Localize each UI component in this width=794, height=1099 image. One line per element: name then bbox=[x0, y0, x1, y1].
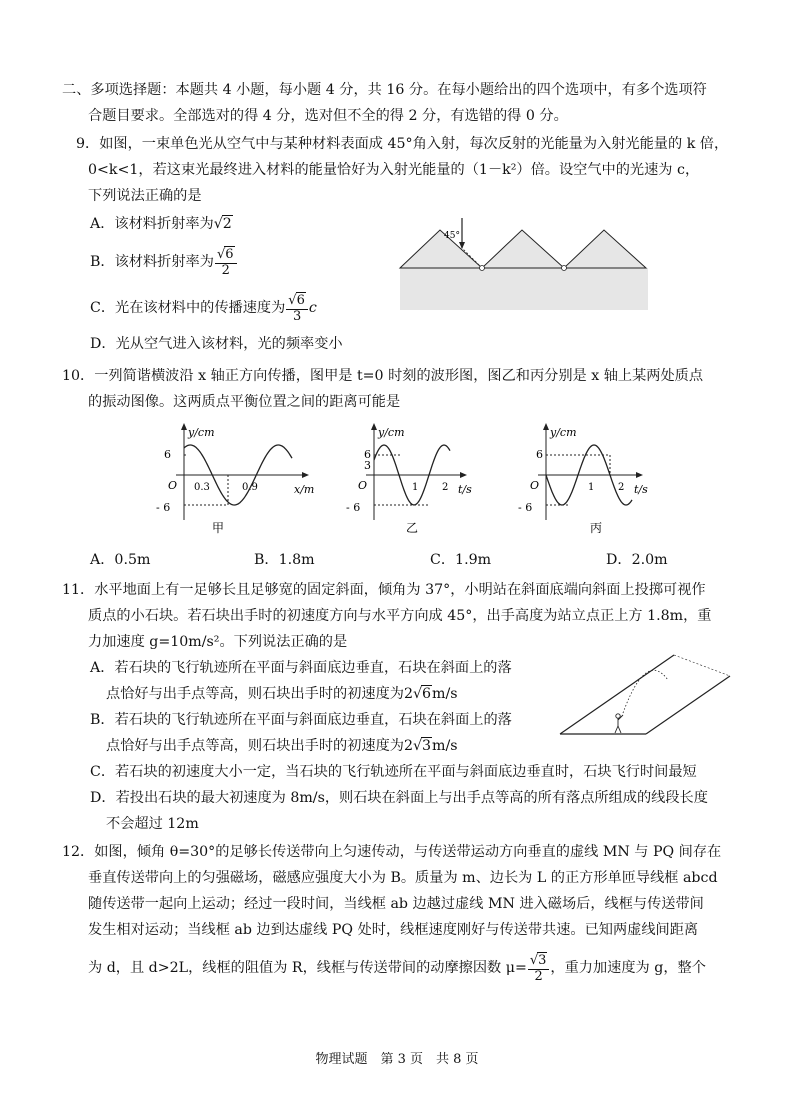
origin-label: O bbox=[530, 479, 540, 492]
material-surface bbox=[400, 230, 646, 268]
reflection-point bbox=[562, 266, 567, 271]
q11-incline-figure bbox=[556, 650, 736, 740]
q11-option-b-text: 点恰好与出手点等高，则石块出手时的初速度为2 bbox=[106, 738, 413, 754]
q10-option-d: D．2.0m bbox=[606, 552, 668, 568]
q9-option-b-text: B．该材料折射率为 bbox=[90, 254, 214, 270]
q12-stem-3: 随传送带一起向上运动；经过一段时间，当线框 ab 边越过虚线 MN 进入磁场后，线框与传送带间 bbox=[88, 896, 704, 912]
q12-stem-5: 为 d，且 d>2L，线框的阻值为 R，线框与传送带间的动摩擦因数 μ= $\frac{√3}{2}$ ，重力加速度为 g，整个 bbox=[88, 953, 706, 984]
q9-option-c-den: 3 bbox=[292, 309, 302, 324]
q9-option-c-text: C．光在该材料中的传播速度为 bbox=[90, 300, 286, 316]
q12-stem-5-text: 为 d，且 d>2L，线框的阻值为 R，线框与传送带间的动摩擦因数 μ= bbox=[88, 960, 527, 976]
q9-option-a: A．该材料折射率为√2 bbox=[90, 216, 232, 232]
reflection-point bbox=[480, 266, 485, 271]
q11-stem-1: 11．水平地面上有一足够长且足够宽的固定斜面，倾角为 37°，小明站在斜面底端向斜面上投掷可视作 bbox=[62, 582, 706, 598]
page-footer: 物理试题 第 3 页 共 8 页 bbox=[315, 1052, 479, 1067]
graph-caption: 甲 bbox=[212, 521, 225, 535]
x-tick-2: 2 bbox=[442, 482, 449, 493]
x-tick-1: 1 bbox=[412, 482, 419, 493]
q11-option-a-line2: 点恰好与出手点等高，则石块出手时的初速度为2√6m/s bbox=[106, 686, 458, 702]
q9-light-reflection-figure bbox=[398, 218, 650, 312]
q10-graph-yi bbox=[340, 420, 480, 540]
trajectory-curve bbox=[623, 670, 668, 713]
incline-edge bbox=[560, 655, 674, 734]
q9-option-a-text: A．该材料折射率为 bbox=[90, 216, 214, 232]
mu-den: 2 bbox=[534, 969, 543, 984]
q12-stem-4: 发生相对运动；当线框 ab 边到达虚线 PQ 处时，线框速度刚好与传送带共速。已知两虚线间距离 bbox=[88, 922, 699, 938]
q9-option-d: D．光从空气进入该材料，光的频率变小 bbox=[90, 336, 343, 352]
section-title-cont: 合题目要求。全部选对的得 4 分，选对但不全的得 2 分，有选错的得 0 分。 bbox=[88, 108, 568, 124]
q10-option-b: B．1.8m bbox=[254, 552, 315, 568]
q9-stem-2: 0<k<1，若这束光最终进入材料的能量恰好为入射光能量的（1－k²）倍。设空气中的光速为 c， bbox=[88, 162, 700, 178]
y-tick-bottom: - 6 bbox=[346, 501, 361, 514]
q9-option-b-num: 6 bbox=[225, 247, 234, 262]
x-axis-label: x/m bbox=[294, 483, 315, 496]
y-tick-top: 6 bbox=[164, 448, 171, 461]
q10-option-a: A．0.5m bbox=[90, 552, 151, 568]
q12-stem-2: 垂直传送带向上的匀强磁场，磁感应强度大小为 B。质量为 m、边长为 L 的正方形单匝导线框 abcd bbox=[88, 870, 718, 886]
q9-stem-3: 下列说法正确的是 bbox=[88, 188, 202, 204]
q9-option-c-num: 6 bbox=[296, 293, 305, 308]
y-tick-top: 6 bbox=[536, 448, 543, 461]
q11-option-b-radicand: 3 bbox=[422, 738, 432, 754]
q9-option-c-unit: c bbox=[308, 300, 317, 316]
q11-option-b-line2: 点恰好与出手点等高，则石块出手时的初速度为2√3m/s bbox=[106, 738, 458, 754]
q9-option-b-den: 2 bbox=[221, 263, 230, 278]
x-axis-label: t/s bbox=[458, 483, 472, 496]
q10-option-c: C．1.9m bbox=[430, 552, 492, 568]
q10-graph-jia bbox=[150, 420, 330, 540]
x-axis-label: t/s bbox=[634, 483, 648, 496]
incline-edge bbox=[646, 676, 730, 734]
q9-option-b: B．该材料折射率为 $\frac{√6}{2}$ bbox=[90, 242, 238, 282]
q11-option-a-text: 点恰好与出手点等高，则石块出手时的初速度为2 bbox=[106, 686, 413, 702]
origin-label: O bbox=[168, 479, 178, 492]
angle-label: 45° bbox=[444, 231, 460, 241]
q10-stem-1: 10．一列简谐横波沿 x 轴正方向传播，图甲是 t=0 时刻的波形图，图乙和丙分别是 x 轴上某两处质点 bbox=[62, 368, 704, 384]
mu-num: 3 bbox=[538, 953, 547, 968]
q11-option-d-line1: D．若投出石块的最大初速度为 8m/s，则石块在斜面上与出手点等高的所有落点所组成的线段长度 bbox=[90, 790, 708, 806]
q11-option-b-unit: m/s bbox=[432, 738, 458, 754]
q11-option-d-line2: 不会超过 12m bbox=[106, 816, 199, 832]
y-axis-label: y/cm bbox=[550, 426, 577, 439]
person-icon bbox=[616, 714, 620, 718]
material-block bbox=[400, 268, 648, 310]
q12-stem-5-tail: ，重力加速度为 g，整个 bbox=[550, 960, 706, 976]
q12-stem-1: 12．如图，倾角 θ=30°的足够长传送带向上匀速传动，与传送带运动方向垂直的虚线 MN 与 PQ 间存在 bbox=[62, 844, 722, 860]
x-tick-1: 0.3 bbox=[194, 482, 210, 493]
graph-caption: 乙 bbox=[406, 521, 419, 535]
q9-stem-1: 9．如图，一束单色光从空气中与某种材料表面成 45°角入射，每次反射的光能量为入射光能量的 k 倍， bbox=[76, 136, 729, 152]
y-axis-label: y/cm bbox=[188, 426, 215, 439]
q10-graph-bing bbox=[512, 420, 662, 540]
q11-option-b-line1: B．若石块的飞行轨迹所在平面与斜面底边垂直，石块在斜面上的落 bbox=[90, 712, 512, 728]
y-tick-bottom: - 6 bbox=[156, 501, 171, 514]
q10-stem-2: 的振动图像。这两质点平衡位置之间的距离可能是 bbox=[88, 394, 401, 410]
x-tick-2: 0.9 bbox=[242, 482, 258, 493]
graph-caption: 丙 bbox=[590, 521, 603, 535]
y-tick-bottom: - 6 bbox=[518, 501, 533, 514]
origin-label: O bbox=[358, 479, 368, 492]
q11-stem-3: 力加速度 g=10m/s²。下列说法正确的是 bbox=[88, 634, 348, 650]
y-axis-label: y/cm bbox=[378, 426, 405, 439]
section-title: 二、多项选择题：本题共 4 小题，每小题 4 分，共 16 分。在每小题给出的四个选项中，有多个选项符 bbox=[62, 82, 707, 98]
y-tick-top: 6 bbox=[364, 448, 371, 461]
q9-option-a-radicand: 2 bbox=[222, 216, 232, 232]
q11-option-a-line1: A．若石块的飞行轨迹所在平面与斜面底边垂直，石块在斜面上的落 bbox=[90, 660, 512, 676]
q11-stem-2: 质点的小石块。若石块出手时的初速度方向与水平方向成 45°，出手高度为站立点正上方 1.8m，重 bbox=[88, 608, 712, 624]
x-tick-2: 2 bbox=[618, 482, 625, 493]
q11-option-a-unit: m/s bbox=[432, 686, 458, 702]
q11-option-a-radicand: 6 bbox=[422, 686, 432, 702]
y-tick-mid: 3 bbox=[364, 459, 371, 472]
q11-option-c: C．若石块的初速度大小一定，当石块的飞行轨迹所在平面与斜面底边垂直时，石块飞行时间最短 bbox=[90, 764, 697, 780]
x-tick-1: 1 bbox=[588, 482, 595, 493]
q9-option-c: C．光在该材料中的传播速度为 $\frac{√6}{3}$ c bbox=[90, 293, 317, 324]
